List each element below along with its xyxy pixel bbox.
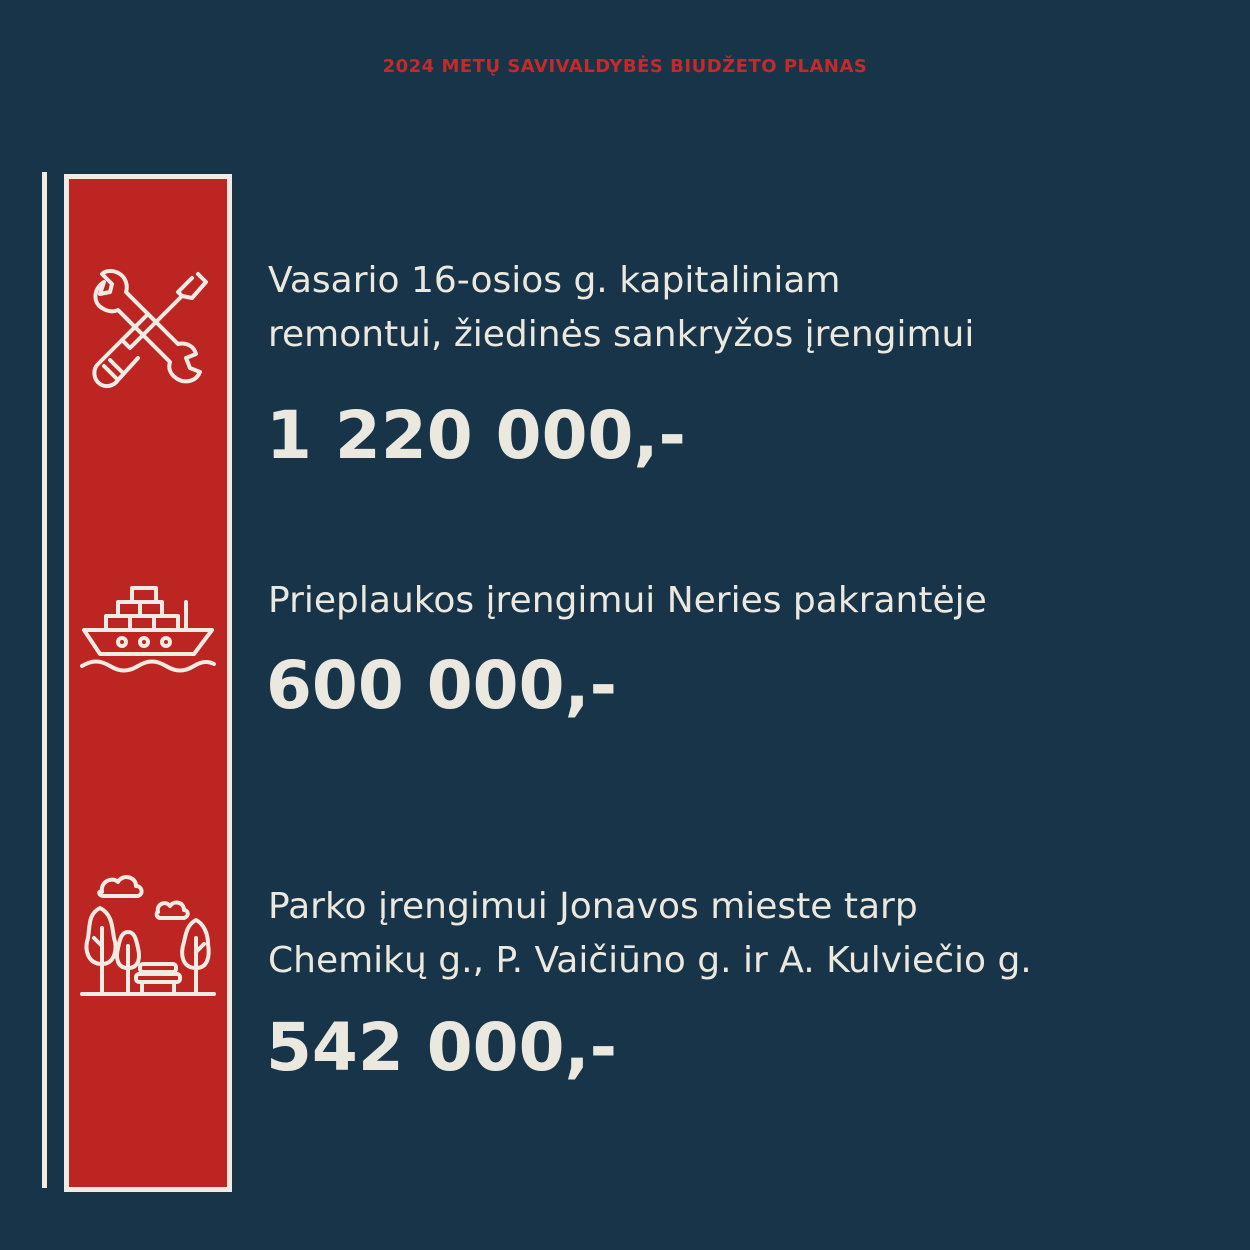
item-2-description bbox=[268, 574, 987, 628]
side-line bbox=[42, 172, 47, 1188]
item-3-description-line: Parko įrengimui Jonavos mieste tarp bbox=[268, 886, 918, 927]
park-icon bbox=[78, 868, 218, 1003]
item-1-description bbox=[268, 254, 974, 362]
cargo-ship-icon bbox=[78, 582, 218, 674]
tools-icon bbox=[82, 262, 212, 392]
item-1-description-line: remontui, žiedinės sankryžos įrengimui bbox=[268, 314, 975, 355]
item-3-description bbox=[268, 880, 1032, 988]
item-2-description-line: Prieplaukos įrengimui Neries pakrantėje bbox=[268, 580, 987, 621]
item-1-description-line: Vasario 16-osios g. kapitaliniam bbox=[268, 260, 841, 301]
item-1-amount: 1 220 000,- bbox=[266, 397, 686, 474]
item-3-description-line: Chemikų g., P. Vaičiūno g. ir A. Kulviečio g. bbox=[268, 940, 1032, 981]
item-3-amount: 542 000,- bbox=[266, 1009, 617, 1086]
item-2-amount: 600 000,- bbox=[266, 647, 617, 724]
page-title: 2024 METŲ SAVIVALDYBĖS BIUDŽETO PLANAS bbox=[382, 56, 868, 77]
